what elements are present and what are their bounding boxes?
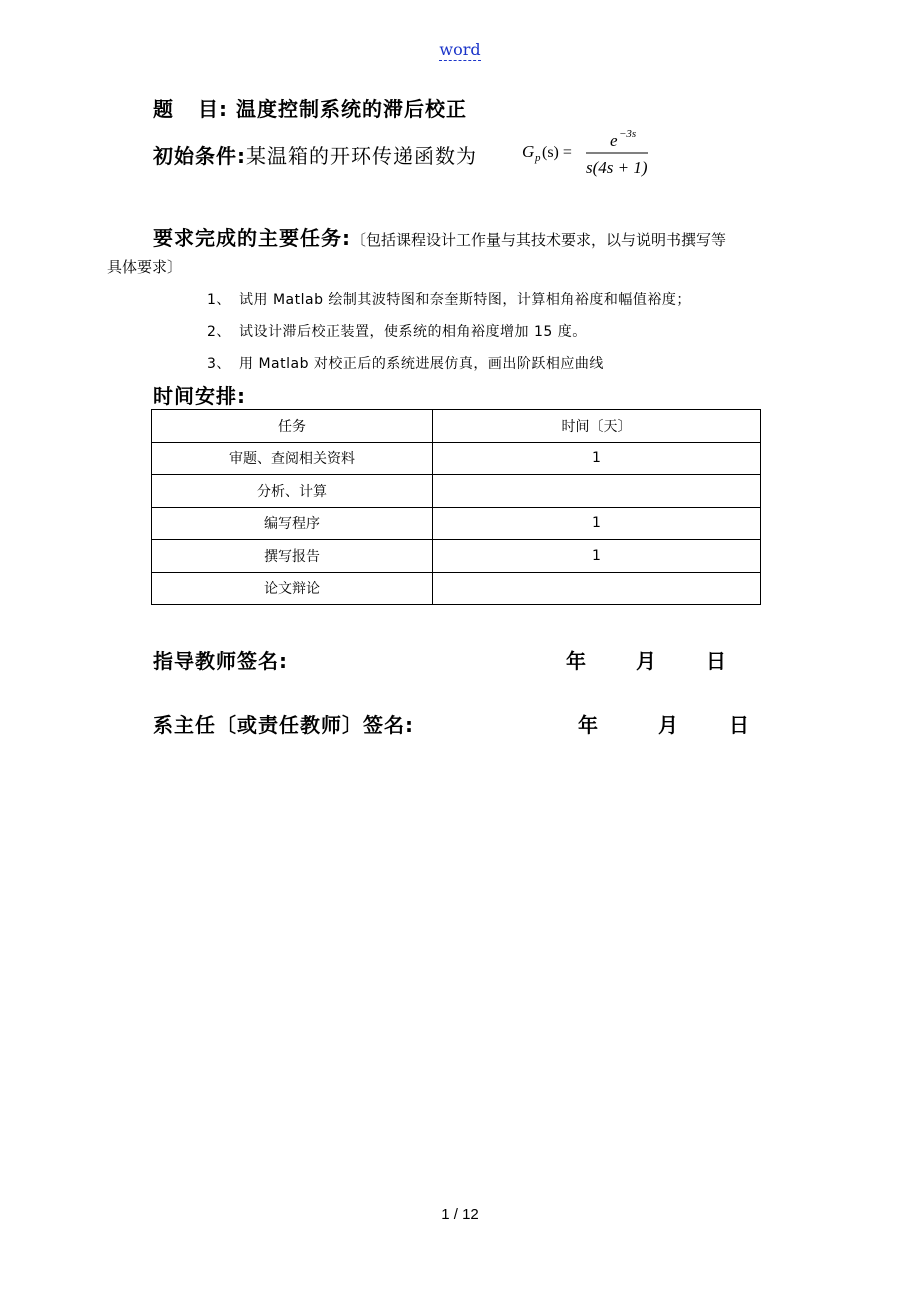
formula-lhs-sub: p (535, 152, 541, 164)
table-header-task: 任务 (152, 410, 433, 443)
advisor-month: 月 (636, 649, 657, 673)
task-cell: 审题、查阅相关资料 (152, 442, 433, 475)
requirement-item-num: 2、 (207, 324, 231, 340)
advisor-day: 日 (706, 649, 727, 673)
task-cell: 论文辩论 (152, 572, 433, 605)
title-text: 温度控制系统的滞后校正 (235, 97, 467, 121)
formula-lhs-arg: (s) = (542, 144, 572, 161)
requirements-note-continued: 具体要求〕 (107, 258, 183, 276)
task-cell: 编写程序 (152, 507, 433, 540)
director-day: 日 (729, 713, 750, 737)
requirements-label: 要求完成的主要任务: (153, 226, 351, 250)
table-header-row (152, 410, 761, 443)
table-row (152, 442, 761, 475)
advisor-signature-label: 指导教师签名: (153, 649, 288, 673)
requirement-item (207, 289, 691, 309)
table-row (152, 540, 761, 573)
main-tasks-heading (153, 222, 726, 251)
title-colon: : (219, 97, 228, 121)
task-cell: 分析、计算 (152, 475, 433, 508)
days-cell: 1 (433, 507, 761, 540)
days-cell: 1 (433, 540, 761, 573)
requirement-item-num: 1、 (207, 292, 231, 308)
initial-conditions (153, 140, 477, 169)
requirements-note: 〔包括课程设计工作量与其技术要求，以与说明书撰写等 (351, 231, 727, 249)
days-cell (433, 475, 761, 508)
conditions-label: 初始条件: (153, 144, 246, 168)
days-cell: 1 (433, 442, 761, 475)
formula-lhs-g: G (522, 142, 535, 161)
schedule-title: 时间安排: (153, 384, 246, 408)
header-word-link[interactable]: word (439, 40, 481, 59)
formula-denominator: s(4s + 1) (586, 158, 648, 177)
requirement-item-text: 试设计滞后校正装置，使系统的相角裕度增加 15 度。 (239, 324, 587, 340)
formula-numerator-exp: −3s (619, 128, 637, 140)
page-title (153, 93, 467, 122)
title-label-2: 目 (198, 97, 219, 121)
requirement-item-text: 用 Matlab 对校正后的系统进展仿真，画出阶跃相应曲线 (239, 356, 604, 372)
requirement-item (207, 353, 604, 373)
formula-numerator-base: e (610, 131, 618, 150)
task-cell: 撰写报告 (152, 540, 433, 573)
page-number: 1 / 12 (441, 1206, 479, 1223)
title-label-1: 题 (153, 97, 174, 121)
table-header-days: 时间〔天〕 (433, 410, 761, 443)
director-year: 年 (578, 713, 599, 737)
days-cell (433, 572, 761, 605)
requirement-item-num: 3、 (207, 356, 231, 372)
table-row (152, 507, 761, 540)
conditions-text: 某温箱的开环传递函数为 (246, 144, 477, 168)
schedule-table (151, 409, 761, 605)
table-row (152, 572, 761, 605)
director-month: 月 (658, 713, 679, 737)
advisor-year: 年 (566, 649, 587, 673)
header-word[interactable] (0, 40, 920, 59)
requirement-item (207, 321, 587, 341)
requirement-item-text: 试用 Matlab 绘制其波特图和奈奎斯特图，计算相角裕度和幅值裕度； (239, 292, 691, 308)
director-signature-label: 系主任〔或责任教师〕签名: (153, 713, 414, 737)
transfer-function-formula (520, 124, 660, 184)
table-row (152, 475, 761, 508)
